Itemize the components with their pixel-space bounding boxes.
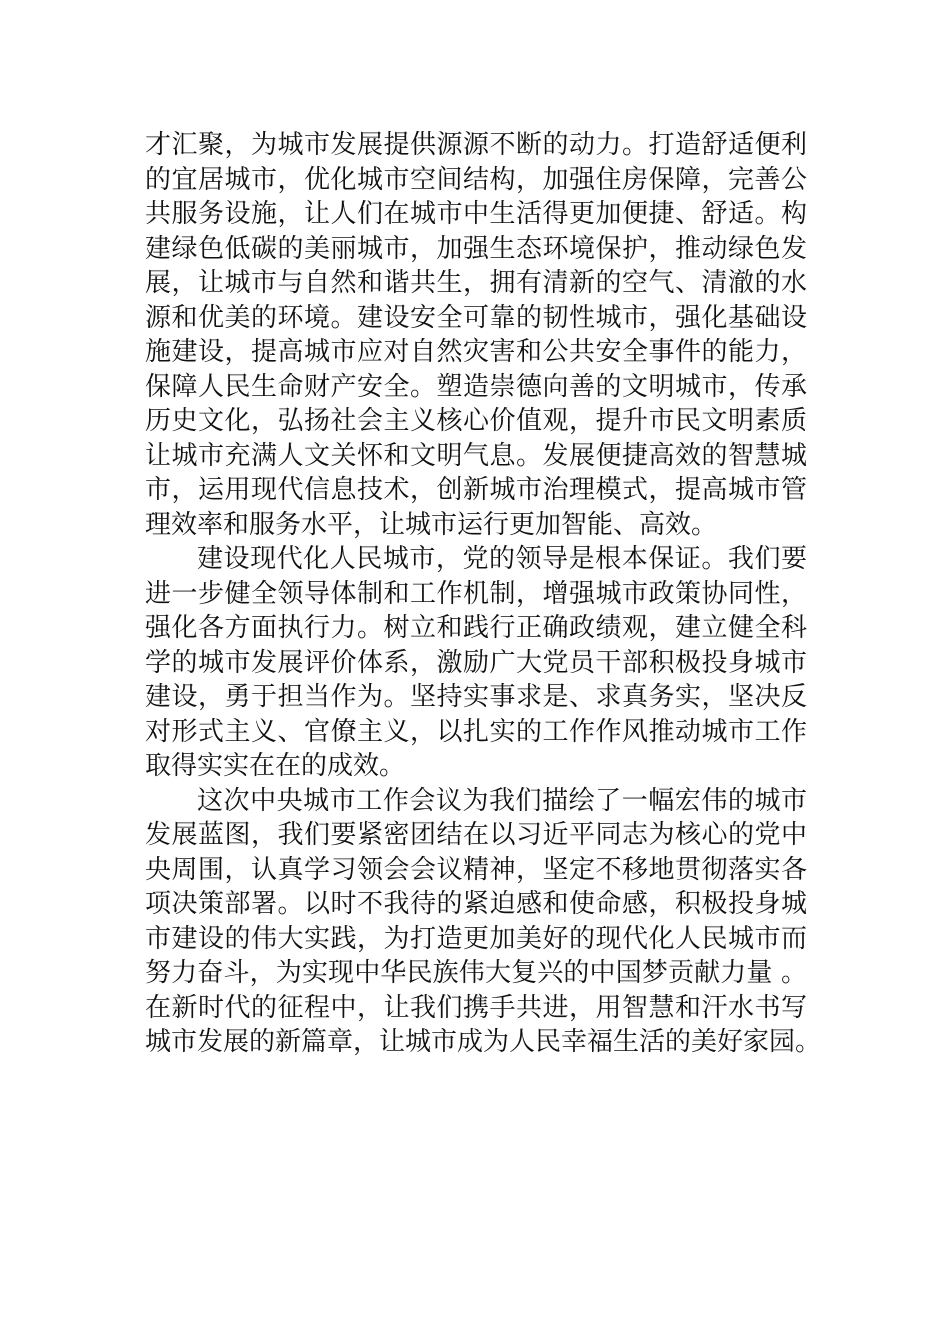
text-line: 对形式主义、官僚主义，以扎实的工作作风推动城市工作 [145, 716, 807, 747]
text-line: 保障人民生命财产安全。塑造崇德向善的文明城市，传承 [145, 371, 807, 402]
text-line: 这次中央城市工作会议为我们描绘了一幅宏伟的城市 [197, 785, 807, 816]
text-line: 发展蓝图，我们要紧密团结在以习近平同志为核心的党中 [145, 820, 807, 850]
document-body [145, 128, 822, 1060]
text-line: 努力奋斗，为实现中华民族伟大复兴的中国梦贡献力量 。 [145, 958, 807, 988]
text-line: 源和优美的环境。建设安全可靠的韧性城市，强化基础设 [145, 302, 807, 333]
paragraph-2 [145, 542, 807, 784]
text-line: 展，让城市与自然和谐共生，拥有清新的空气、清澈的水 [145, 268, 807, 298]
text-line: 城市发展的新篇章，让城市成为人民幸福生活的美好家园。 [145, 1027, 822, 1057]
text-line: 才汇聚，为城市发展提供源源不断的动力。打造舒适便利 [145, 130, 807, 160]
paragraph-1 [145, 128, 807, 542]
text-line: 理效率和服务水平，让城市运行更加智能、高效。 [145, 509, 718, 540]
text-line: 建设，勇于担当作为。坚持实事求是、求真务实，坚决反 [145, 682, 807, 712]
text-line: 的宜居城市，优化城市空间结构，加强住房保障，完善公 [145, 164, 807, 195]
text-line: 市，运用现代信息技术，创新城市治理模式，提高城市管 [145, 475, 807, 505]
text-line: 历史文化，弘扬社会主义核心价值观，提升市民文明素质 [145, 406, 807, 436]
text-line: 央周围，认真学习领会会议精神，坚定不移地贯彻落实各 [145, 854, 807, 885]
text-line: 进一步健全领导体制和工作机制，增强城市政策协同性， [145, 578, 807, 609]
text-line: 市建设的伟大实践，为打造更加美好的现代化人民城市而 [145, 923, 807, 954]
text-line: 建绿色低碳的美丽城市，加强生态环境保护，推动绿色发 [145, 233, 807, 264]
text-line: 共服务设施，让人们在城市中生活得更加便捷、舒适。构 [145, 199, 807, 229]
text-line: 强化各方面执行力。树立和践行正确政绩观，建立健全科 [145, 613, 807, 643]
text-line: 让城市充满人文关怀和文明气息。发展便捷高效的智慧城 [145, 440, 807, 471]
text-line: 项决策部署。以时不我待的紧迫感和使命感，积极投身城 [145, 889, 807, 919]
text-line: 在新时代的征程中，让我们携手共进，用智慧和汗水书写 [145, 992, 807, 1023]
text-line: 建设现代化人民城市，党的领导是根本保证。我们要 [197, 544, 807, 574]
text-line: 学的城市发展评价体系，激励广大党员干部积极投身城市 [145, 647, 807, 678]
paragraph-3 [145, 784, 822, 1060]
text-line: 施建设，提高城市应对自然灾害和公共安全事件的能力， [145, 337, 807, 367]
text-line: 取得实实在在的成效。 [145, 751, 406, 781]
